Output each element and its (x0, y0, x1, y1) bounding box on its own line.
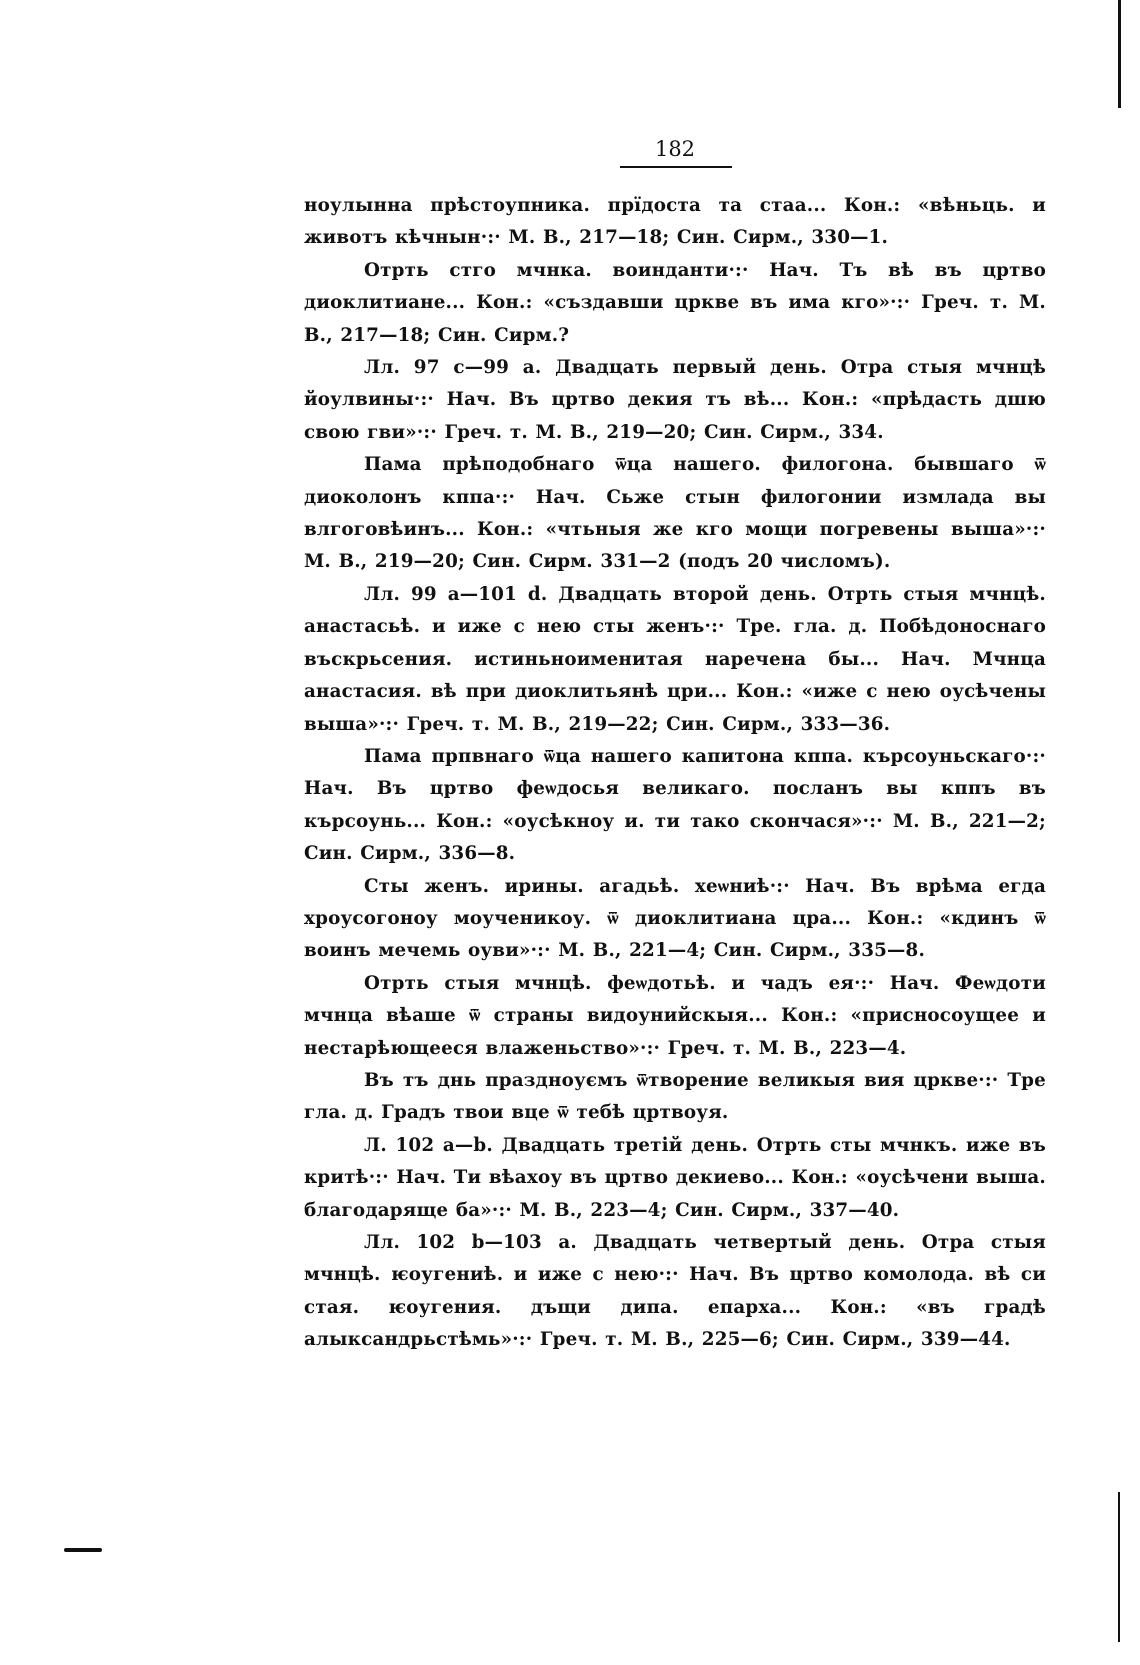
page-text (304, 190, 1046, 1440)
text-paragraph: Лл. 102 b—103 а. Двадцать четвертый день. Отра стыя мчнцѣ. ѥоугениѣ. и иже с нею·:· Нач. Въ цртво комолода. вѣ си стая. ѥоугения. дъщи дипа. епарха... Кон.: «въ градѣ алыксандрьстѣмь»·:· Греч. т. М. В., 225—6; Син. Сирм., 339—44. (304, 1232, 1046, 1351)
text-paragraph: Отрть стыя мчнцѣ. феѡдотьѣ. и чадъ ея·:· Нач. Феѡдоти мчнца вѣаше ѿ страны видоунийскыя... Кон.: «присносоущее и нестарѣющееся влаженьство»·:· Греч. т. М. В., 223—4. (304, 972, 1046, 1059)
page-number-rule (620, 166, 732, 168)
text-paragraph: Пама прѣподобнаго ѿца нашего. филогона. бывшаго ѿ диоколонъ кппа·:· Нач. Сьже стын филогонии измлада вы влгоговѣинъ... Кон.: «чтьныя же кго мощи погревены выша»·:· М. В., 219—20; Син. Сирм. 331—2 (подъ 20 числомъ). (304, 454, 1046, 573)
text-paragraph: Въ тъ днь праздноуємъ ѿтворение великыя вия цркве·:· Тре гла. д. Градъ твои вце ѿ тебѣ цртвоуя. (304, 1069, 1046, 1124)
text-paragraph: Отрть стго мчнка. воинданти·:· Нач. Тъ вѣ въ цртво диоклитиане... Кон.: «създавши цркве въ има кго»·:· Греч. т. М. В., 217—18; Син. Сирм.? (304, 259, 1046, 346)
text-paragraph: Сты женъ. ирины. агадьѣ. хеѡниѣ·:· Нач. Въ врѣма егда хроусогоноу моученикоу. ѿ диоклитиана цра... Кон.: «кдинъ ѿ воинъ мечемь оуви»·:· М. В., 221—4; Син. Сирм., 335—8. (304, 875, 1046, 962)
margin-mark (64, 1548, 102, 1552)
binding-edge-line-top (1118, 0, 1121, 108)
text-paragraph: Пама прпвнаго ѿца нашего капитона кппа. кърсоуньскаго·:· Нач. Въ цртво феѡдосья великаго. посланъ вы кппъ въ кърсоунь... Кон.: «оусѣкноу и. ти тако скончася»·:· М. В., 221—2; Син. Сирм., 336—8. (304, 745, 1046, 865)
text-paragraph: Лл. 99 а—101 d. Двадцать второй день. Отрть стыя мчнцѣ. анастасьѣ. и иже с нею сты женъ·:· Тре. гла. д. Побѣдоноснаго въскрьсения. истиньноименитая наречена бы... Нач. Мчнца анастасия. вѣ при диоклитьянѣ цри... Кон.: «иже с нею оусѣчены выша»·:· Греч. т. М. В., 219—22; Син. Сирм., 333—36. (304, 583, 1046, 735)
text-paragraph: Л. 102 а—b. Двадцать третій день. Отрть сты мчнкъ. иже въ критѣ·:· Нач. Ти вѣахоу въ цртво декиево... Кон.: «оусѣчени выша. благодаряще ба»·:· М. В., 223—4; Син. Сирм., 337—40. (304, 1134, 1046, 1221)
text-paragraph: ноулынна прѣстоупника. прїдоста та стаа... Кон.: «вѣньць. и животъ кѣчнын·:· М. В., 217—18; Син. Сирм., 330—1. (304, 195, 1046, 249)
binding-edge-line-bottom (1118, 1492, 1120, 1642)
text-paragraph: Лл. 97 с—99 а. Двадцать первый день. Отра стыя мчнцѣ йоулвины·:· Нач. Въ цртво декия тъ вѣ... Кон.: «прѣдасть дшю свою гви»·:· Греч. т. М. В., 219—20; Син. Сирм., 334. (304, 357, 1046, 443)
page-number: 182 (654, 137, 696, 161)
